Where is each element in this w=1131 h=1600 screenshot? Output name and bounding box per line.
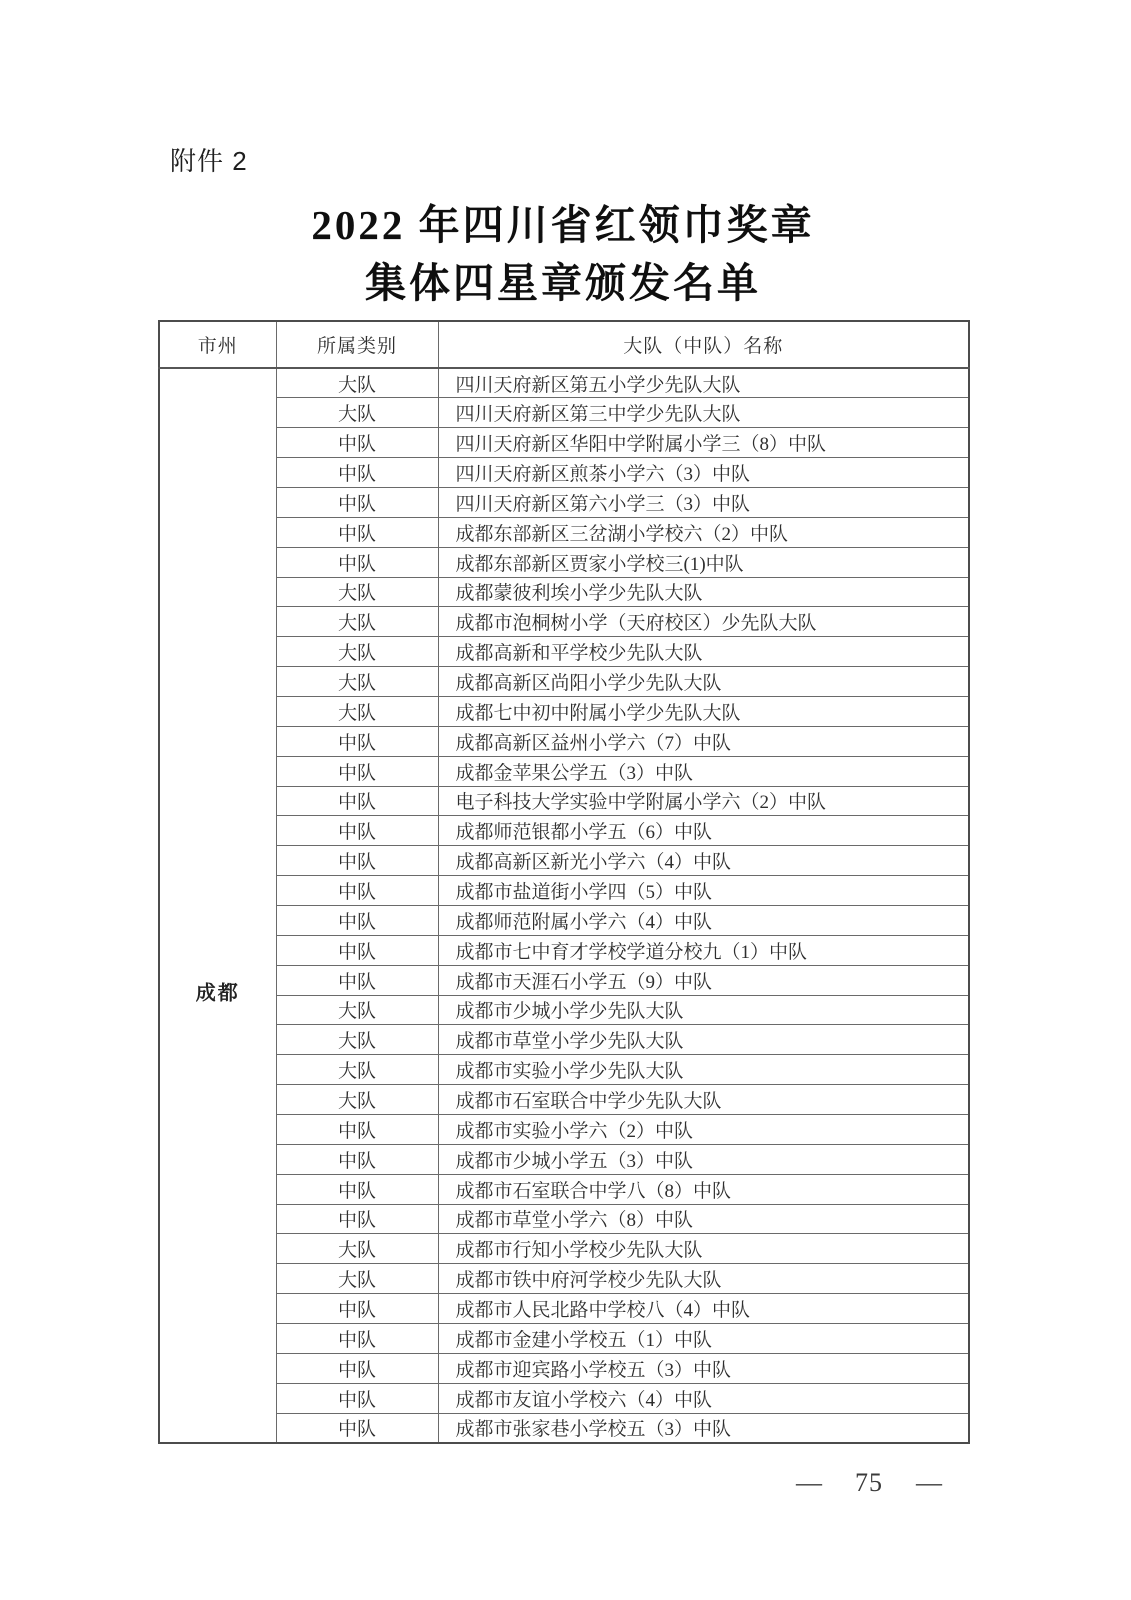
category-cell: 中队	[276, 1294, 438, 1324]
category-cell: 中队	[276, 965, 438, 995]
unit-name-cell: 成都市行知小学校少先队大队	[438, 1234, 969, 1264]
table-row	[159, 1383, 969, 1413]
header-city: 市州	[159, 321, 276, 368]
unit-name-cell: 成都东部新区贾家小学校三(1)中队	[438, 547, 969, 577]
category-cell: 大队	[276, 696, 438, 726]
category-cell: 中队	[276, 1204, 438, 1234]
category-cell: 中队	[276, 1353, 438, 1383]
header-category: 所属类别	[276, 321, 438, 368]
category-cell: 中队	[276, 487, 438, 517]
category-cell: 大队	[276, 1264, 438, 1294]
table-row	[159, 607, 969, 637]
document-title	[158, 196, 968, 312]
table-row	[159, 1174, 969, 1204]
unit-name-cell: 成都市盐道街小学四（5）中队	[438, 876, 969, 906]
unit-name-cell: 四川天府新区第五小学少先队大队	[438, 368, 969, 398]
unit-name-cell: 成都市张家巷小学校五（3）中队	[438, 1413, 969, 1443]
table-row	[159, 547, 969, 577]
category-cell: 大队	[276, 637, 438, 667]
category-cell: 中队	[276, 1144, 438, 1174]
table-row	[159, 1204, 969, 1234]
unit-name-cell: 成都高新区尚阳小学少先队大队	[438, 667, 969, 697]
award-list-table	[158, 320, 970, 1444]
city-label: 成都	[195, 982, 240, 1005]
table-row	[159, 756, 969, 786]
unit-name-cell: 成都市石室联合中学八（8）中队	[438, 1174, 969, 1204]
category-cell: 中队	[276, 1383, 438, 1413]
table-row	[159, 458, 969, 488]
category-cell: 大队	[276, 368, 438, 398]
table-row	[159, 1085, 969, 1115]
unit-name-cell: 成都市少城小学五（3）中队	[438, 1144, 969, 1174]
unit-name-cell: 成都市友谊小学校六（4）中队	[438, 1383, 969, 1413]
category-cell: 中队	[276, 816, 438, 846]
title-line-2: 集体四星章颁发名单	[365, 260, 761, 306]
unit-name-cell: 成都市实验小学六（2）中队	[438, 1114, 969, 1144]
table-row	[159, 398, 969, 428]
unit-name-cell: 四川天府新区第六小学三（3）中队	[438, 487, 969, 517]
category-cell: 中队	[276, 756, 438, 786]
table-row	[159, 637, 969, 667]
category-cell: 中队	[276, 1413, 438, 1443]
category-cell: 中队	[276, 458, 438, 488]
category-cell: 大队	[276, 577, 438, 607]
category-cell: 中队	[276, 1324, 438, 1354]
table-row	[159, 1353, 969, 1383]
title-line-1: 2022 年四川省红领巾奖章	[311, 202, 815, 248]
unit-name-cell: 成都市天涯石小学五（9）中队	[438, 965, 969, 995]
unit-name-cell: 成都东部新区三岔湖小学校六（2）中队	[438, 517, 969, 547]
table-row	[159, 517, 969, 547]
table-row	[159, 1144, 969, 1174]
footer-dash-right: —	[916, 1468, 942, 1497]
unit-name-cell: 成都高新区新光小学六（4）中队	[438, 846, 969, 876]
unit-name-cell: 成都市七中育才学校学道分校九（1）中队	[438, 935, 969, 965]
footer-dash-left: —	[796, 1468, 822, 1497]
unit-name-cell: 成都市少城小学少先队大队	[438, 995, 969, 1025]
table-row	[159, 876, 969, 906]
table-row	[159, 1234, 969, 1264]
category-cell: 中队	[276, 846, 438, 876]
unit-name-cell: 成都市石室联合中学少先队大队	[438, 1085, 969, 1115]
table-body	[159, 368, 969, 1443]
unit-name-cell: 成都师范附属小学六（4）中队	[438, 905, 969, 935]
category-cell: 中队	[276, 935, 438, 965]
category-cell: 大队	[276, 1055, 438, 1085]
unit-name-cell: 成都市铁中府河学校少先队大队	[438, 1264, 969, 1294]
unit-name-cell: 成都市金建小学校五（1）中队	[438, 1324, 969, 1354]
category-cell: 中队	[276, 517, 438, 547]
city-cell	[159, 368, 276, 1443]
table-row	[159, 1055, 969, 1085]
category-cell: 大队	[276, 1085, 438, 1115]
unit-name-cell: 四川天府新区煎茶小学六（3）中队	[438, 458, 969, 488]
table-row	[159, 696, 969, 726]
table-row	[159, 428, 969, 458]
category-cell: 大队	[276, 995, 438, 1025]
page-number: 75	[855, 1468, 883, 1497]
category-cell: 中队	[276, 876, 438, 906]
table-row	[159, 905, 969, 935]
unit-name-cell: 成都蒙彼利埃小学少先队大队	[438, 577, 969, 607]
table-row	[159, 1324, 969, 1354]
table-row	[159, 1294, 969, 1324]
table-row	[159, 577, 969, 607]
table-row	[159, 487, 969, 517]
category-cell: 中队	[276, 1174, 438, 1204]
table-row	[159, 1114, 969, 1144]
attachment-label: 附件 2	[170, 146, 248, 176]
table-header	[159, 321, 969, 368]
unit-name-cell: 成都七中初中附属小学少先队大队	[438, 696, 969, 726]
table-row	[159, 1413, 969, 1443]
category-cell: 中队	[276, 547, 438, 577]
table-row	[159, 368, 969, 398]
unit-name-cell: 四川天府新区第三中学少先队大队	[438, 398, 969, 428]
table-row	[159, 1264, 969, 1294]
table-row	[159, 667, 969, 697]
category-cell: 大队	[276, 667, 438, 697]
table-row	[159, 935, 969, 965]
table-row	[159, 726, 969, 756]
unit-name-cell: 成都市实验小学少先队大队	[438, 1055, 969, 1085]
unit-name-cell: 成都师范银都小学五（6）中队	[438, 816, 969, 846]
unit-name-cell: 成都市人民北路中学校八（4）中队	[438, 1294, 969, 1324]
header-name: 大队（中队）名称	[438, 321, 969, 368]
category-cell: 中队	[276, 428, 438, 458]
unit-name-cell: 成都市草堂小学少先队大队	[438, 1025, 969, 1055]
unit-name-cell: 成都高新和平学校少先队大队	[438, 637, 969, 667]
page-footer	[796, 1468, 942, 1498]
table-row	[159, 995, 969, 1025]
category-cell: 大队	[276, 1234, 438, 1264]
table-row	[159, 1025, 969, 1055]
unit-name-cell: 成都市草堂小学六（8）中队	[438, 1204, 969, 1234]
table-row	[159, 846, 969, 876]
unit-name-cell: 成都市泡桐树小学（天府校区）少先队大队	[438, 607, 969, 637]
category-cell: 中队	[276, 905, 438, 935]
table-row	[159, 786, 969, 816]
category-cell: 中队	[276, 786, 438, 816]
table-row	[159, 965, 969, 995]
unit-name-cell: 成都市迎宾路小学校五（3）中队	[438, 1353, 969, 1383]
category-cell: 中队	[276, 726, 438, 756]
category-cell: 大队	[276, 607, 438, 637]
header-row	[159, 321, 969, 368]
category-cell: 大队	[276, 1025, 438, 1055]
category-cell: 大队	[276, 398, 438, 428]
unit-name-cell: 成都高新区益州小学六（7）中队	[438, 726, 969, 756]
table-row	[159, 816, 969, 846]
category-cell: 中队	[276, 1114, 438, 1144]
unit-name-cell: 电子科技大学实验中学附属小学六（2）中队	[438, 786, 969, 816]
unit-name-cell: 四川天府新区华阳中学附属小学三（8）中队	[438, 428, 969, 458]
unit-name-cell: 成都金苹果公学五（3）中队	[438, 756, 969, 786]
